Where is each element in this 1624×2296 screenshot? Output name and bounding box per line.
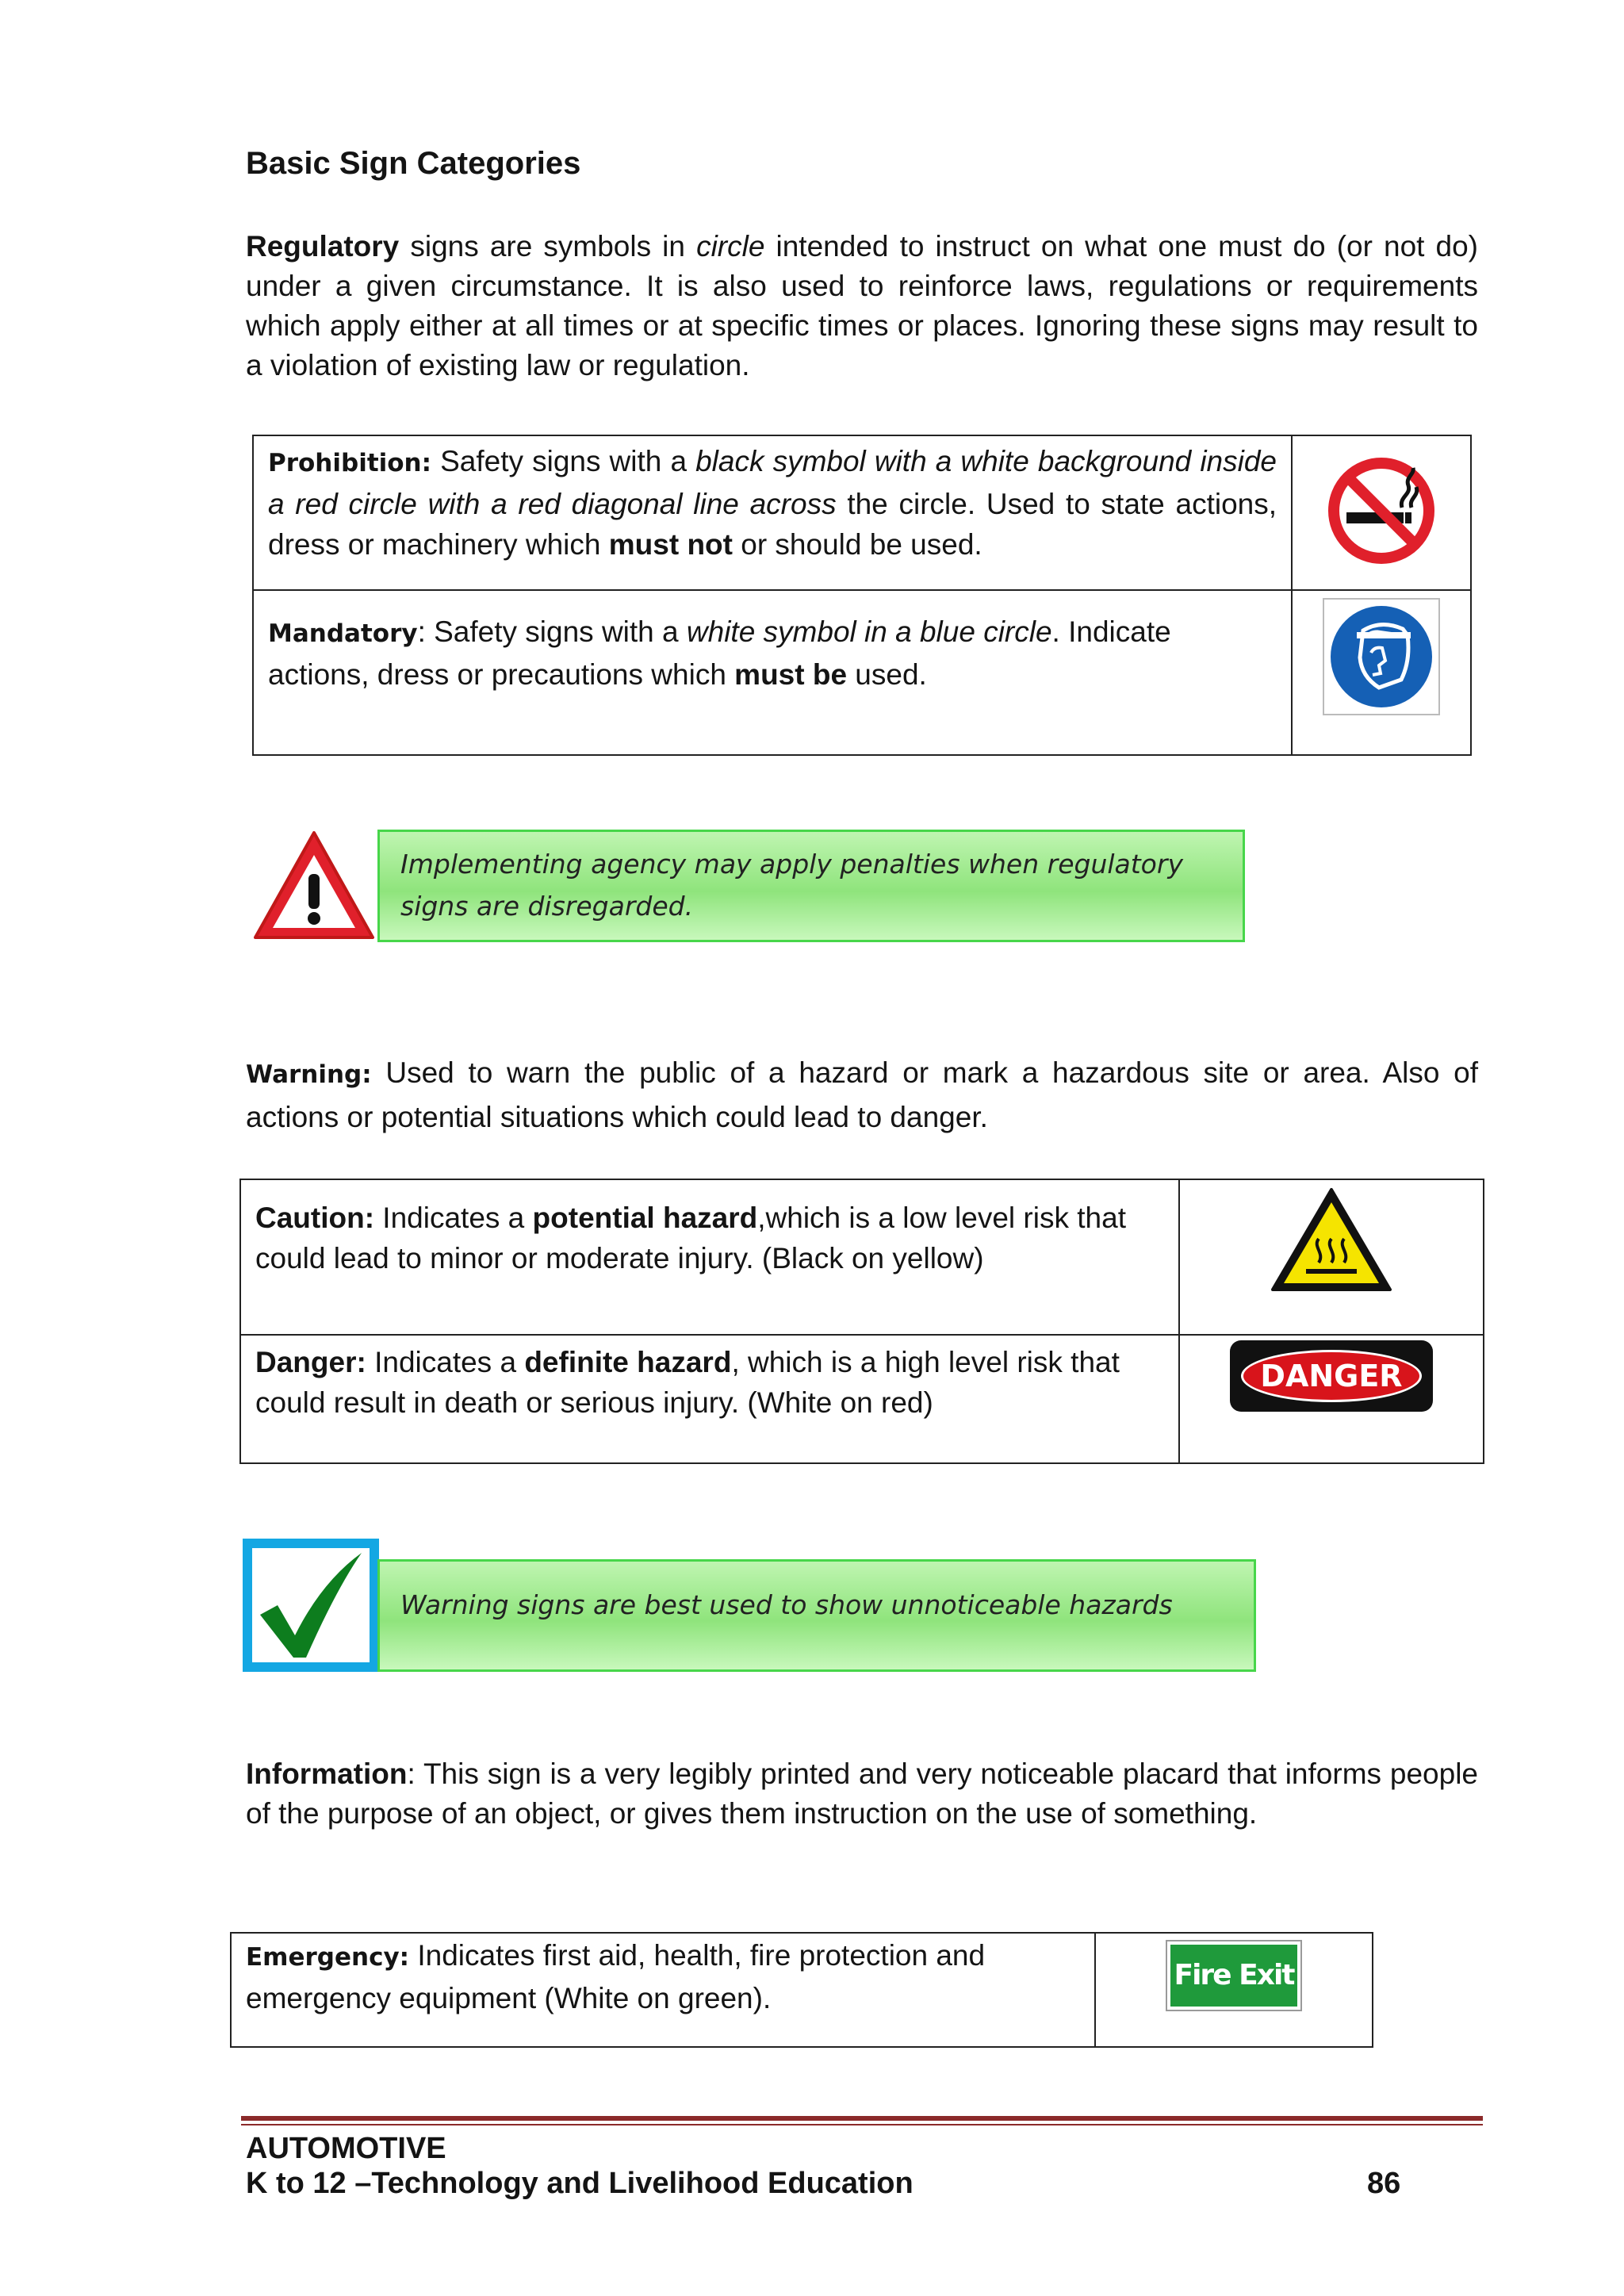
- mandatory-italic: white symbol in a blue circle: [686, 615, 1052, 648]
- danger-text-1: Indicates a: [366, 1346, 525, 1378]
- emergency-cell: [231, 1933, 1095, 2047]
- emergency-text: Indicates first aid, health, fire protection and emergency equipment (White on green).: [246, 1939, 986, 2014]
- prohibition-cell: [253, 435, 1292, 590]
- caution-text-1: Indicates a: [374, 1202, 533, 1234]
- warning-sign-table: [239, 1179, 1484, 1464]
- information-text: : This sign is a very legibly printed and very noticeable placard that informs people of the purpose of an object, or gives them instruction on the use of something.: [246, 1757, 1478, 1830]
- caution-text-2: ,which is a low level risk that could lead to minor or moderate injury. (Black on yellow): [255, 1202, 1126, 1274]
- regulatory-circle-word: circle: [696, 230, 765, 263]
- prohibition-sign-cell: [1292, 435, 1471, 590]
- face-shield-icon: [1322, 597, 1441, 716]
- mandatory-text-2: . Indicate actions, dress or precautions which: [268, 615, 1171, 691]
- page-number: 86: [1367, 2167, 1401, 2200]
- regulatory-paragraph: [246, 227, 1478, 385]
- warning-note-text: Warning signs are best used to show unnoticeable hazards: [400, 1589, 1173, 1620]
- warning-label: Warning:: [246, 1060, 372, 1089]
- footer-rule-thin: [241, 2124, 1483, 2125]
- fire-exit-sign-text: Fire Exit: [1174, 1959, 1294, 1991]
- danger-sign-cell: [1179, 1335, 1484, 1463]
- danger-cell: [240, 1335, 1179, 1463]
- footer-rule: [241, 2116, 1483, 2121]
- caution-sign-cell: [1179, 1179, 1484, 1335]
- warning-note-box: [377, 1559, 1256, 1672]
- checkmark-icon: [243, 1539, 379, 1672]
- penalty-note-box: [377, 830, 1245, 942]
- information-label: Information: [246, 1757, 408, 1790]
- warning-text: Used to warn the public of a hazard or mark a hazardous site or area. Also of actions or potential situations which could lead to danger.: [246, 1056, 1478, 1133]
- danger-sign-oval: [1241, 1350, 1422, 1402]
- footer-course: K to 12 –Technology and Livelihood Education: [246, 2167, 914, 2200]
- regulatory-sign-table: [252, 435, 1472, 756]
- mandatory-text-1: : Safety signs with a: [417, 615, 687, 648]
- danger-text-2: , which is a high level risk that could result in death or serious injury. (White on red): [255, 1346, 1120, 1419]
- emergency-sign-cell: [1095, 1933, 1373, 2047]
- fire-exit-sign: [1166, 1940, 1302, 2011]
- prohibition-label: Prohibition:: [268, 449, 432, 477]
- caution-cell: [240, 1179, 1179, 1335]
- prohibition-text-3: or should be used.: [732, 528, 982, 561]
- footer-subject: AUTOMOTIVE: [246, 2132, 446, 2165]
- page-heading: Basic Sign Categories: [246, 146, 581, 181]
- mandatory-bold: must be: [734, 658, 848, 691]
- danger-label: Danger:: [255, 1346, 366, 1378]
- warning-paragraph: [246, 1052, 1478, 1138]
- emergency-sign-table: [230, 1932, 1373, 2048]
- emergency-label: Emergency:: [246, 1943, 410, 1972]
- mandatory-label: Mandatory: [268, 619, 418, 648]
- danger-bold: definite hazard: [524, 1346, 732, 1378]
- prohibition-text-2: the circle. Used to state actions, dress or machinery which: [268, 488, 1277, 561]
- fire-exit-sign-panel: [1170, 1945, 1297, 2007]
- mandatory-sign-cell: [1292, 590, 1471, 755]
- mandatory-text-3: used.: [847, 658, 927, 691]
- prohibition-italic: black symbol with a white background inside a red circle with a red diagonal line across: [268, 445, 1277, 520]
- regulatory-term: Regulatory: [246, 230, 400, 263]
- regulatory-text-2: intended to instruct on what one must do (or not do) under a given circumstance. It is also used to reinforce laws, regulations or requirements which apply either at all times or at specific times or places. Ignoring these signs may result to a violation of existing law or regulation.: [246, 230, 1479, 381]
- information-paragraph: [246, 1754, 1478, 1834]
- regulatory-text-1: signs are symbols in: [399, 230, 697, 263]
- no-smoking-icon: [1326, 455, 1437, 566]
- hot-surface-icon: [1270, 1186, 1393, 1293]
- caution-bold: potential hazard: [532, 1202, 758, 1234]
- prohibition-bold: must not: [608, 528, 733, 561]
- danger-sign: [1230, 1340, 1433, 1412]
- mandatory-cell: [253, 590, 1292, 755]
- prohibition-text-1: Safety signs with a: [431, 445, 696, 477]
- warning-triangle-icon: [251, 828, 377, 942]
- penalty-note-text: Implementing agency may apply penalties when regulatory signs are disregarded.: [400, 849, 1183, 922]
- danger-sign-text: DANGER: [1260, 1359, 1403, 1393]
- caution-label: Caution:: [255, 1202, 375, 1234]
